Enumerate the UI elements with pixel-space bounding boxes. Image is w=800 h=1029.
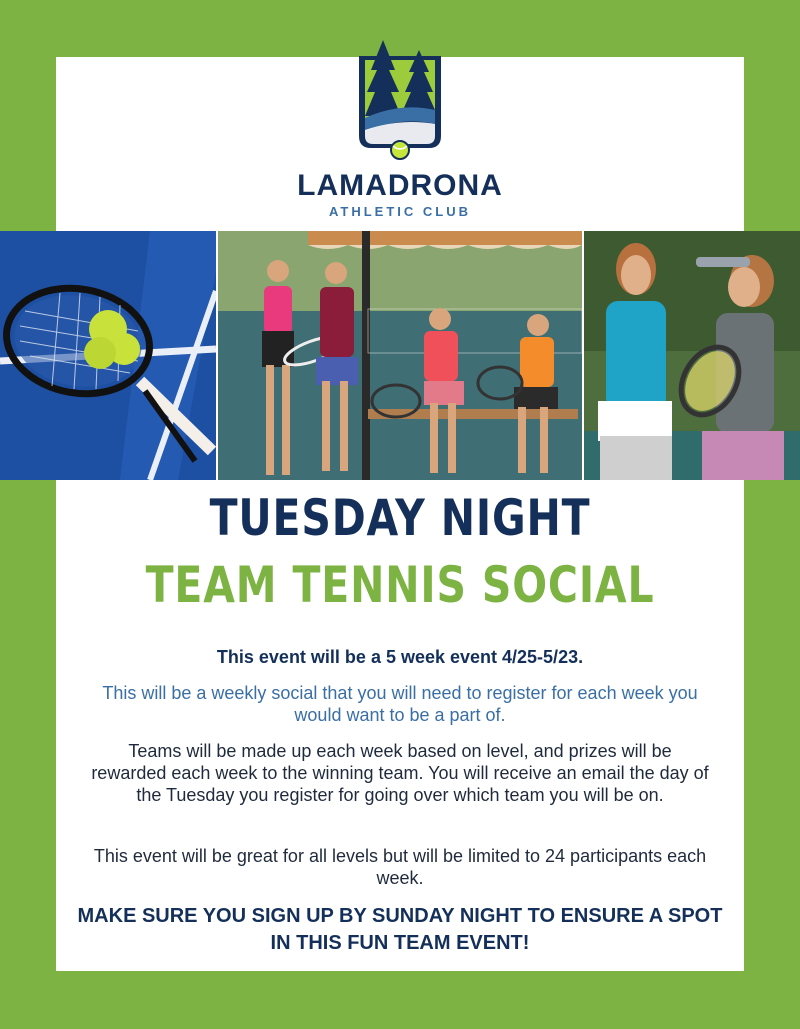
club-name: LAMADRONA — [297, 169, 503, 202]
two-players-photo — [584, 231, 800, 480]
signup-call-to-action: MAKE SURE YOU SIGN UP BY SUNDAY NIGHT TO ENSURE A SPOT IN THIS FUN TEAM EVENT! — [77, 905, 723, 954]
club-subtitle: ATHLETIC CLUB — [328, 204, 472, 219]
racket-and-balls-photo — [0, 231, 216, 480]
headline-line-2: TEAM TENNIS SOCIAL — [145, 556, 655, 614]
teams-info-text: Teams will be made up each week based on level, and prizes will be rewarded each week to the winning team. You will receive an email the day of the Tuesday you register for going over which team you will be on. — [91, 741, 709, 805]
tree-shield-icon — [355, 40, 445, 165]
photo-strip — [0, 231, 800, 480]
event-dates-text: This event will be a 5 week event 4/25-5/23. — [216, 647, 584, 667]
headline-line-1: TUESDAY NIGHT — [209, 489, 591, 547]
club-logo — [56, 36, 744, 226]
weekly-social-text: This will be a weekly social that you will need to register for each week you would want to be a part of. — [102, 683, 698, 725]
four-players-photo — [218, 231, 582, 480]
levels-info-text: This event will be great for all levels but will be limited to 24 participants each week. — [93, 846, 707, 888]
